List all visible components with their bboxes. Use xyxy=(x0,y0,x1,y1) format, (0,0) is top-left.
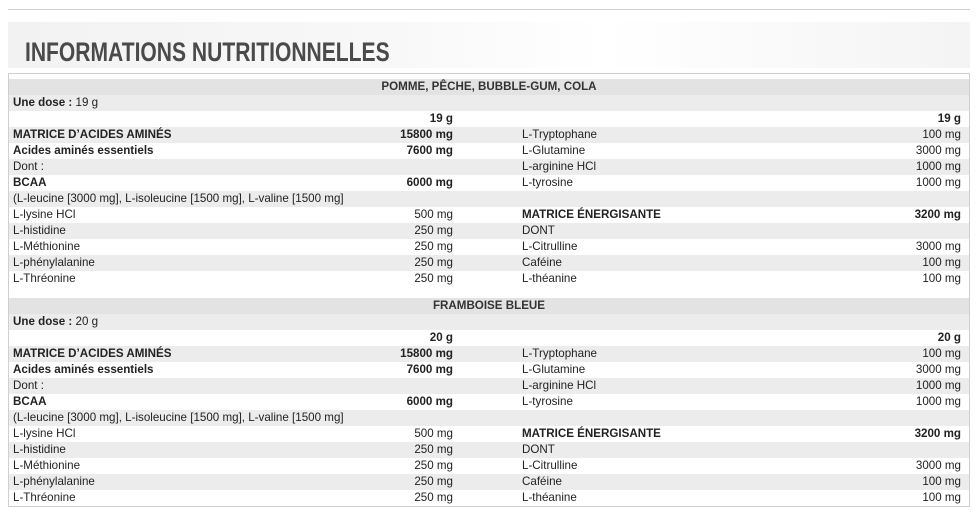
left-nutrient-name: L-phénylalanine xyxy=(13,256,95,269)
left-nutrient-name: L-phénylalanine xyxy=(13,475,95,488)
column-header-row xyxy=(9,330,969,346)
right-nutrient-name: MATRICE ÉNERGISANTE xyxy=(522,208,661,221)
left-nutrient-value: 250 mg xyxy=(414,256,453,269)
table-row xyxy=(9,362,969,378)
left-nutrient-value: 250 mg xyxy=(414,224,453,237)
right-nutrient-name: L-Glutamine xyxy=(522,144,586,157)
left-nutrient-name: L-histidine xyxy=(13,224,66,237)
left-nutrient-name: Dont : xyxy=(13,379,44,392)
left-nutrient-value: 250 mg xyxy=(414,491,453,504)
left-nutrient-name: BCAA xyxy=(13,395,47,408)
left-nutrient-value: 250 mg xyxy=(414,443,453,456)
left-nutrient-value: 250 mg xyxy=(414,459,453,472)
left-nutrient-value: 250 mg xyxy=(414,272,453,285)
right-nutrient-value: 3200 mg xyxy=(914,427,961,440)
left-nutrient-name: L-lysine HCl xyxy=(13,208,76,221)
page-title: INFORMATIONS NUTRITIONNELLES xyxy=(25,37,390,67)
table-row xyxy=(9,490,969,506)
left-nutrient-name: (L-leucine [3000 mg], L-isoleucine [1500 mg], L-valine [1500 mg] xyxy=(13,192,344,205)
left-nutrient-name: MATRICE D’ACIDES AMINÉS xyxy=(13,128,172,141)
right-nutrient-name: DONT xyxy=(522,443,555,456)
right-nutrient-value: 1000 mg xyxy=(915,176,961,189)
right-nutrient-value: 3000 mg xyxy=(915,363,961,376)
column-header-row xyxy=(9,111,969,127)
right-nutrient-name: DONT xyxy=(522,224,555,237)
table-row xyxy=(9,127,969,143)
table-row xyxy=(9,255,969,271)
right-nutrient-value: 3000 mg xyxy=(915,240,961,253)
flavor-title-row xyxy=(9,79,969,95)
table-row xyxy=(9,143,969,159)
left-nutrient-value: 500 mg xyxy=(414,427,453,440)
right-nutrient-name: L-théanine xyxy=(522,491,577,504)
left-nutrient-name: Dont : xyxy=(13,160,44,173)
right-nutrient-value: 3200 mg xyxy=(914,208,961,221)
table-row xyxy=(9,271,969,287)
left-nutrient-name: BCAA xyxy=(13,176,47,189)
left-nutrient-name: L-Méthionine xyxy=(13,240,81,253)
flavor-title: FRAMBOISE BLEUE xyxy=(432,299,546,312)
right-column-header: 20 g xyxy=(937,331,961,344)
right-nutrient-name: L-Tryptophane xyxy=(522,347,597,360)
table-row xyxy=(9,410,969,426)
right-nutrient-value: 3000 mg xyxy=(915,144,961,157)
left-nutrient-name: Acides aminés essentiels xyxy=(13,363,154,376)
table-row xyxy=(9,426,969,442)
right-nutrient-value: 1000 mg xyxy=(915,395,961,408)
table-row xyxy=(9,159,969,175)
left-nutrient-name: L-histidine xyxy=(13,443,66,456)
left-nutrient-value: 500 mg xyxy=(414,208,453,221)
dose-row xyxy=(9,314,969,330)
left-column-header: 20 g xyxy=(429,331,453,344)
right-nutrient-value: 100 mg xyxy=(922,128,961,141)
flavor-title: POMME, PÊCHE, BUBBLE-GUM, COLA xyxy=(381,80,597,93)
table-row xyxy=(9,239,969,255)
left-nutrient-value: 6000 mg xyxy=(406,176,453,189)
left-nutrient-name: L-Thréonine xyxy=(13,272,76,285)
dose-value: 19 g xyxy=(75,96,99,109)
left-nutrient-name: L-Thréonine xyxy=(13,491,76,504)
dose-value: 20 g xyxy=(75,315,99,328)
left-nutrient-value: 15800 mg xyxy=(400,128,453,141)
top-divider xyxy=(8,9,970,10)
dose-row xyxy=(9,95,969,111)
left-nutrient-value: 6000 mg xyxy=(406,395,453,408)
dose-label: Une dose : xyxy=(13,96,73,109)
right-nutrient-name: L-théanine xyxy=(522,272,577,285)
right-nutrient-value: 100 mg xyxy=(922,475,961,488)
right-nutrient-name: L-Glutamine xyxy=(522,363,586,376)
dose-label: Une dose : xyxy=(13,315,73,328)
right-nutrient-value: 1000 mg xyxy=(915,160,961,173)
table-row xyxy=(9,394,969,410)
table-row xyxy=(9,458,969,474)
table-row xyxy=(9,474,969,490)
right-nutrient-name: L-Citrulline xyxy=(522,240,578,253)
right-nutrient-name: L-tyrosine xyxy=(522,395,573,408)
right-nutrient-value: 100 mg xyxy=(922,272,961,285)
right-nutrient-name: L-arginine HCl xyxy=(522,379,597,392)
flavor-title-row xyxy=(9,298,969,314)
left-nutrient-value: 250 mg xyxy=(414,475,453,488)
right-nutrient-value: 100 mg xyxy=(922,256,961,269)
left-nutrient-name: Acides aminés essentiels xyxy=(13,144,154,157)
right-nutrient-value: 100 mg xyxy=(922,491,961,504)
table-row xyxy=(9,175,969,191)
left-nutrient-value: 7600 mg xyxy=(406,363,453,376)
table-row xyxy=(9,442,969,458)
table-row xyxy=(9,378,969,394)
nutrition-table xyxy=(8,73,970,507)
right-nutrient-value: 1000 mg xyxy=(915,379,961,392)
left-nutrient-name: L-lysine HCl xyxy=(13,427,76,440)
right-nutrient-value: 3000 mg xyxy=(915,459,961,472)
right-nutrient-name: L-Citrulline xyxy=(522,459,578,472)
left-nutrient-value: 15800 mg xyxy=(400,347,453,360)
table-row xyxy=(9,346,969,362)
right-column-header: 19 g xyxy=(937,112,961,125)
right-nutrient-name: MATRICE ÉNERGISANTE xyxy=(522,427,661,440)
left-nutrient-value: 250 mg xyxy=(414,240,453,253)
table-row xyxy=(9,223,969,239)
left-column-header: 19 g xyxy=(429,112,453,125)
left-nutrient-name: (L-leucine [3000 mg], L-isoleucine [1500 mg], L-valine [1500 mg] xyxy=(13,411,344,424)
right-nutrient-name: Caféine xyxy=(522,475,562,488)
left-nutrient-value: 7600 mg xyxy=(406,144,453,157)
right-nutrient-name: L-Tryptophane xyxy=(522,128,597,141)
right-nutrient-name: L-arginine HCl xyxy=(522,160,597,173)
right-nutrient-name: L-tyrosine xyxy=(522,176,573,189)
right-nutrient-value: 100 mg xyxy=(922,347,961,360)
right-nutrient-name: Caféine xyxy=(522,256,562,269)
left-nutrient-name: L-Méthionine xyxy=(13,459,81,472)
table-row xyxy=(9,207,969,223)
table-row xyxy=(9,191,969,207)
left-nutrient-name: MATRICE D’ACIDES AMINÉS xyxy=(13,347,172,360)
